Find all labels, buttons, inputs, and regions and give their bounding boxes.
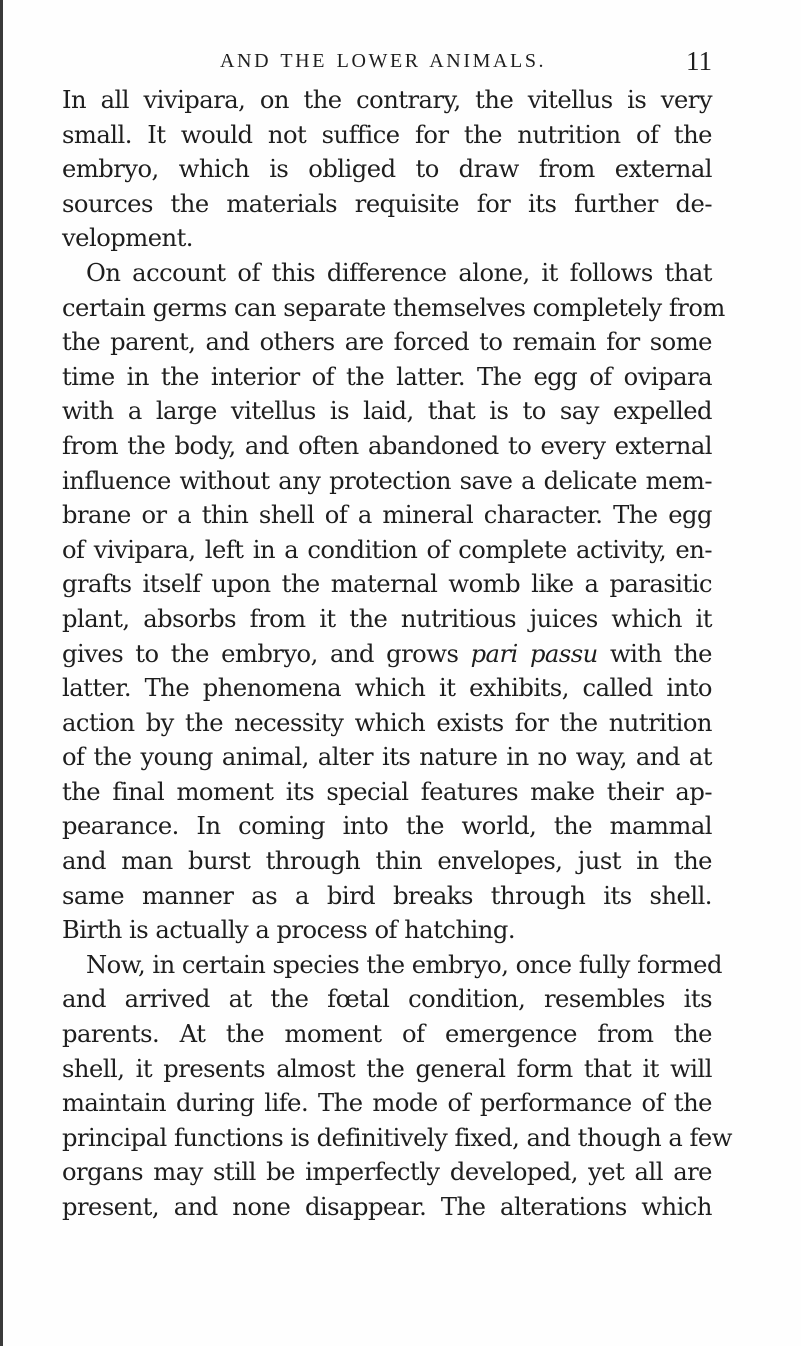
text-line: maintain during life. The mode of performance of the (62, 1089, 712, 1118)
text-line: the final moment its special features make their ap- (62, 777, 712, 806)
text-line: the parent, and others are forced to remain for some (62, 328, 712, 357)
text-line: influence without any protection save a delicate mem- (62, 466, 712, 495)
text-line: same manner as a bird breaks through its shell. (62, 881, 712, 910)
text-line: Birth is actually a process of hatching. (62, 916, 516, 945)
text-line: sources the materials requisite for its further de- (62, 189, 712, 218)
text-line: with a large vitellus is laid, that is to say expelled (62, 397, 712, 426)
paragraph (62, 948, 732, 1225)
text-line: and man burst through thin envelopes, just in the (62, 847, 712, 876)
text-line: Now, in certain species the embryo, once fully formed (86, 950, 722, 979)
text-line: On account of this difference alone, it follows that (86, 258, 712, 287)
running-head (60, 46, 712, 86)
text-line: pearance. In coming into the world, the mammal (62, 812, 712, 841)
paragraph (62, 256, 725, 948)
text-line: latter. The phenomena which it exhibits, called into (62, 674, 712, 703)
text-line: action by the necessity which exists for the nutrition (62, 708, 712, 737)
text-line: organs may still be imperfectly developed, yet all are (62, 1158, 712, 1187)
paragraph (62, 83, 712, 256)
text-line (62, 637, 712, 672)
text-line: velopment. (62, 224, 193, 253)
text-line: plant, absorbs from it the nutritious juices which it (62, 604, 712, 633)
text-line: parents. At the moment of emergence from the (62, 1020, 712, 1049)
text-line: brane or a thin shell of a mineral character. The egg (62, 501, 712, 530)
page-number: 11 (686, 46, 712, 76)
text-line: present, and none disappear. The alterations which (62, 1193, 712, 1221)
text-line: embryo, which is obliged to draw from external (62, 155, 712, 184)
text-segment: gives to the embryo, and grows (62, 639, 471, 668)
page-edge-shadow (0, 0, 3, 1346)
text-line: shell, it presents almost the general form that it will (62, 1054, 712, 1083)
text-line: certain germs can separate themselves completely from (62, 293, 725, 322)
italic-phrase: pari passu (470, 639, 598, 668)
text-line: from the body, and often abandoned to every external (62, 431, 712, 460)
text-line: of the young animal, alter its nature in no way, and at (62, 743, 712, 772)
text-line: In all vivipara, on the contrary, the vitellus is very (62, 86, 712, 114)
text-segment: with the (597, 639, 712, 668)
text-line: of vivipara, left in a condition of complete activity, en- (62, 535, 712, 564)
running-title: AND THE LOWER ANIMALS. (220, 50, 547, 72)
text-line: time in the interior of the latter. The egg of ovipara (62, 362, 712, 391)
text-line: small. It would not suffice for the nutrition of the (62, 120, 712, 149)
text-line: grafts itself upon the maternal womb like a parasitic (62, 570, 712, 599)
body-text (62, 83, 732, 1225)
text-line: principal functions is definitively fixed, and though a few (62, 1123, 732, 1152)
text-line: and arrived at the fœtal condition, resembles its (62, 985, 712, 1014)
